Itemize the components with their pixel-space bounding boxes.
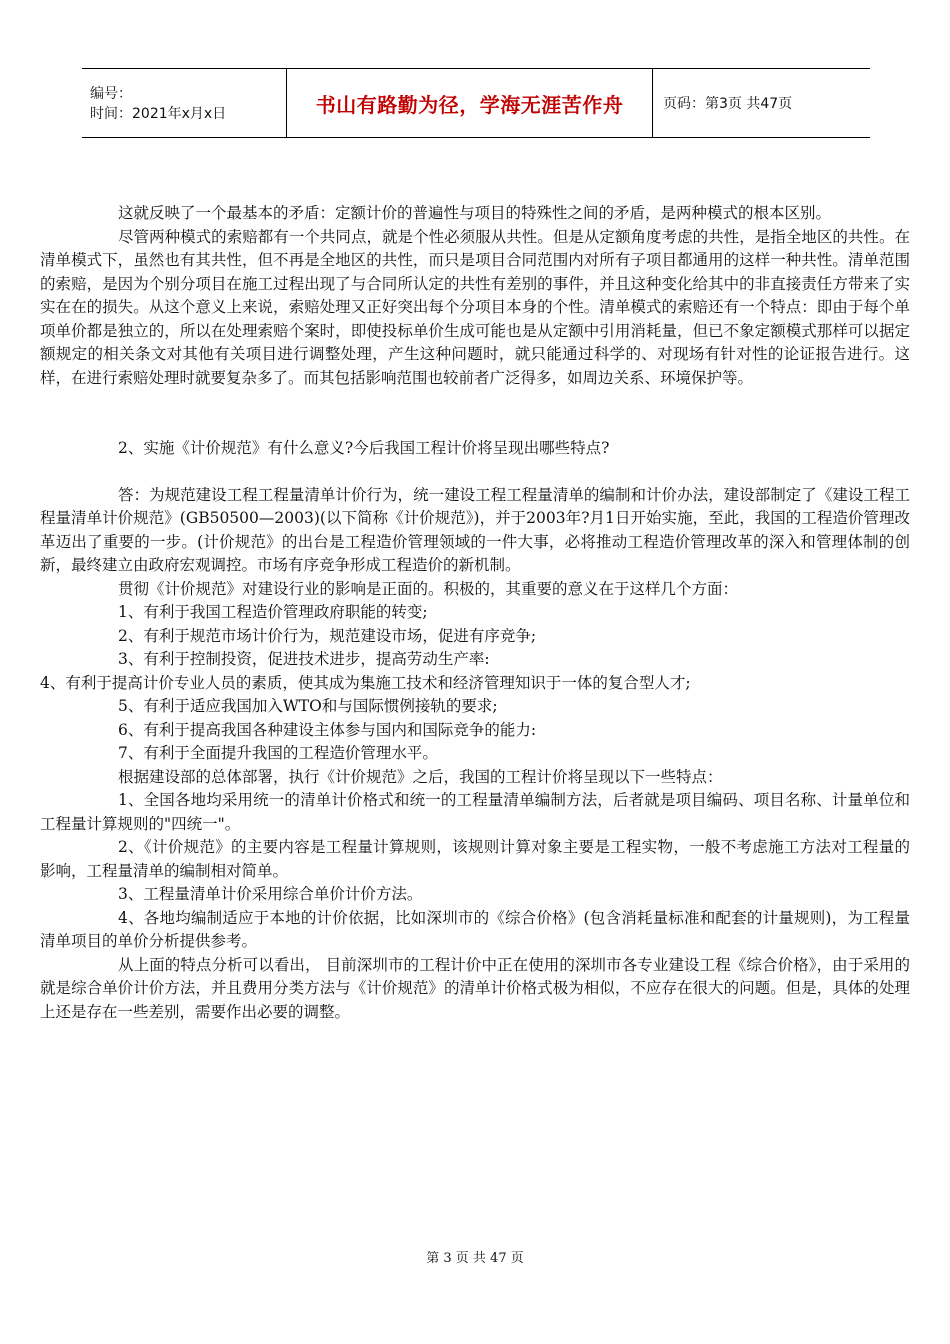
list-item: 5、有利于适应我国加入WTO和与国际惯例接轨的要求;: [118, 697, 498, 715]
list-item: 3、有利于控制投资，促进技术进步，提高劳动生产率:: [118, 650, 490, 668]
paragraph-conclusion: 从上面的特点分析可以看出， 目前深圳市的工程计价中正在使用的深圳市各专业建设工程《综合价格》，由于采用的就是综合单价计价方法，并且费用分类方法与《计价规范》的清单计价格式极为相似，不应存在很大的问题。但是，具体的处理上还是存在一些差别，需要作出必要的调整。: [40, 955, 910, 1021]
paragraph-significance: 贯彻《计价规范》对建设行业的影响是正面的。积极的，其重要的意义在于这样几个方面：: [118, 579, 739, 598]
spacer: [40, 390, 910, 437]
paragraph-answer: 答：为规范建设工程工程量清单计价行为，统一建设工程工程量清单的编制和计价办法，建设部制定了《建设工程工程量清单计价规范》(GB50500—2003)(以下简称《计价规范》)，并于2003年?月1日开始实施，至此，我国的工程造价管理改革迈出了重要的一步。(计价规范》的出台是工程造价管理领域的一件大事，必将推动工程造价管理改革的深入和管理体制的创新，最终建立由政府宏观调控。市场有序竞争形成工程造价的新机制。: [40, 485, 910, 574]
page-header: [82, 68, 870, 138]
list-item: 1、有利于我国工程造价管理政府职能的转变;: [118, 603, 428, 621]
paragraph-features-intro: 根据建设部的总体部署，执行《计价规范》之后，我国的工程计价将呈现以下一些特点：: [118, 767, 723, 786]
time-label: 时间：2021年x月x日: [90, 106, 227, 122]
header-middle-cell: [287, 69, 653, 137]
header-right-cell: [653, 69, 870, 137]
number-label: 编号：: [90, 86, 132, 102]
paragraph-contradiction: 这就反映了一个最基本的矛盾：定额计价的普遍性与项目的特殊性之间的矛盾，是两种模式的根本区别。: [118, 204, 832, 222]
header-motto: 书山有路勤为径，学海无涯苦作舟: [315, 92, 624, 117]
spacer: [40, 461, 910, 484]
document-body: [40, 202, 910, 1024]
feature-item: 3、工程量清单计价采用综合单价计价方法。: [118, 885, 423, 903]
question-heading: 2、实施《计价规范》有什么意义?今后我国工程计价将呈现出哪些特点?: [118, 439, 610, 457]
header-left-cell: [82, 69, 287, 137]
page-label: 页码：第3页 共47页: [663, 96, 793, 112]
list-item: 7、有利于全面提升我国的工程造价管理水平。: [118, 744, 438, 762]
paragraph-claims: 尽管两种模式的索赔都有一个共同点，就是个性必须服从共性。但是从定额角度考虑的共性，是指全地区的共性。在清单模式下，虽然也有其共性，但不再是全地区的共性，而只是项目合同范围内对所有子项目都通用的这样一种共性。清单范围的索赔，是因为个别分项目在施工过程出现了与合同所认定的共性有差别的事件，并且这种变化给其中的非直接责任方带来了实实在在的损失。从这个意义上来说，索赔处理又正好突出每个分项目本身的个性。清单模式的索赔还有一个特点：即由于每个单项单价都是独立的，所以在处理索赔个案时，即使投标单价生成可能也是从定额中引用消耗量，但已不象定额模式那样可以据定额规定的相关条文对其他有关项目进行调整处理，产生这种问题时，就只能通过科学的、对现场有针对性的论证报告进行。这样，在进行索赔处理时就要复杂多了。而其包括影响范围也较前者广泛得多，如周边关系、环境保护等。: [40, 227, 910, 387]
list-item: 2、有利于规范市场计价行为，规范建设市场，促进有序竞争;: [118, 626, 537, 645]
feature-item: 4、各地均编制适应于本地的计价依据，比如深圳市的《综合价格》(包含消耗量标准和配套的计量规则)，为工程量清单项目的单价分析提供参考。: [40, 908, 910, 950]
feature-item: 1、全国各地均采用统一的清单计价格式和统一的工程量清单编制方法，后者就是项目编码、项目名称、计量单位和工程量计算规则的"四统一"。: [40, 791, 910, 833]
list-item: 6、有利于提高我国各种建设主体参与国内和国际竞争的能力:: [118, 720, 537, 739]
list-item: 4、有利于提高计价专业人员的素质，使其成为集施工技术和经济管理知识于一体的复合型人才;: [40, 673, 691, 692]
feature-item: 2、《计价规范》的主要内容是工程量计算规则，该规则计算对象主要是工程实物，一般不考虑施工方法对工程量的影响，工程量清单的编制相对简单。: [40, 838, 910, 880]
page-footer: 第 3 页 共 47 页: [426, 1251, 524, 1266]
